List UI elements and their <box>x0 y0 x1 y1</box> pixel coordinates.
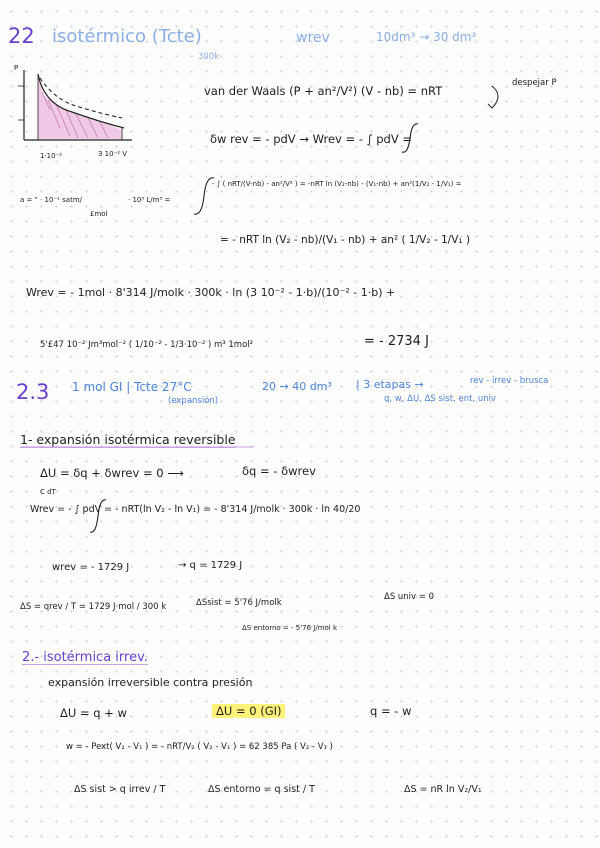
despejar-arrow <box>488 86 498 108</box>
result-wrev: = - 2734 J <box>364 334 429 349</box>
exercise-number-23: 2.3 <box>16 380 50 404</box>
integral-expansion: - ∫ ( nRT/(V-nb) - an²/V² ) = -nRT ln (V₂-nb) - (V₁-nb) + an²(1/V₂ - 1/V₁) = <box>212 180 462 188</box>
wrev-numeric: Wrev = - 1mol · 8'314 J/molk · 300k · ln (3 10⁻² - 1·b)/(10⁻² - 1·b) + <box>26 286 396 299</box>
du-zero-highlight: ΔU = 0 (GI) <box>212 704 285 718</box>
problem-data: 1 mol GI | Tcte 27°C <box>72 380 192 394</box>
quantities-to-find: q, w, ΔU, ΔS sist, ent, univ <box>384 394 496 404</box>
volume-range: 10dm³ → 30 dm³ <box>376 30 477 44</box>
temperature: 300k <box>198 52 220 62</box>
stages: | 3 etapas → <box>356 378 424 391</box>
p-axis-label: P <box>14 64 19 72</box>
first-law-rev: ΔU = δq + δwrev = 0 ⟶ <box>40 466 184 480</box>
q-equals-minus-w: q = - w <box>370 704 412 718</box>
clausius-inequality: ΔS sist > q irrev / T <box>74 784 166 795</box>
work-differential: δw rev = - pdV → Wrev = - ∫ pdV = <box>210 132 412 146</box>
integral-sign-2 <box>194 178 214 214</box>
entropy-universe: ΔS univ = 0 <box>384 592 435 602</box>
entropy-rev: ΔS = qrev / T = 1729 J·mol / 300 k <box>20 602 167 612</box>
volume-change: 20 → 40 dm³ <box>262 380 332 393</box>
process-types: rev - irrev - brusca <box>470 376 549 386</box>
a-units: · 10³ L/m³ = <box>128 196 171 204</box>
expansion-note: (expansión) <box>168 396 219 406</box>
heading-part-2: 2.- isotérmica irrev. <box>22 650 148 665</box>
cdt-label: C dT <box>40 488 56 496</box>
wrev-integral: Wrev = - ∫ pdV = - nRT(ln V₂ - ln V₁) = - 8'314 J/molk · 300k · ln 40/20 <box>30 504 361 515</box>
entropy-surroundings-irrev: ΔS entorno = q sist / T <box>208 784 315 795</box>
exercise-title: isotérmico (Tcte) <box>52 26 202 47</box>
vdw-equation: van der Waals (P + an²/V²) (V - nb) = nRT <box>204 84 443 98</box>
heading-part-1: 1- expansión isotérmica reversible <box>20 432 236 447</box>
q-value: → q = 1729 J <box>178 560 243 571</box>
entropy-surroundings: ΔS entorno = - 5'76 J/mol k <box>242 624 338 632</box>
x-tick-1: 1·10⁻² <box>40 152 63 160</box>
despejar-note: despejar P <box>512 78 557 88</box>
entropy-system: ΔSsist = 5'76 J/molk <box>196 598 282 608</box>
x-tick-2: 3 10⁻² V <box>98 150 128 158</box>
second-term: 5'£47 10⁻² Jm³mol⁻² ( 1/10⁻² - 1/3·10⁻² ) m³ 1mol² <box>40 340 254 350</box>
dq-rev: δq = - δwrev <box>242 464 316 478</box>
irrev-work: w = - Pext( V₂ - V₁ ) = - nRT/V₂ ( V₂ - V₁ ) = 62 385 Pa ( V₂ - V₁ ) <box>66 742 333 752</box>
first-law-irrev: ΔU = q + w <box>60 706 127 720</box>
wrev-target: wrev <box>296 30 330 46</box>
entropy-ln-formula: ΔS = nR ln V₂/V₁ <box>404 784 482 795</box>
exercise-number-22: 22 <box>8 24 35 48</box>
a-constant: a = " · 10⁻¹ satm/ <box>20 196 82 204</box>
a-mol: £mol <box>90 210 108 218</box>
wrev-value: wrev = - 1729 J <box>52 562 130 573</box>
irrev-subtitle: expansión irreversible contra presión <box>48 676 253 689</box>
ln-expression: = - nRT ln (V₂ - nb)/(V₁ - nb) + an² ( 1/V₂ - 1/V₁ ) <box>220 234 471 246</box>
